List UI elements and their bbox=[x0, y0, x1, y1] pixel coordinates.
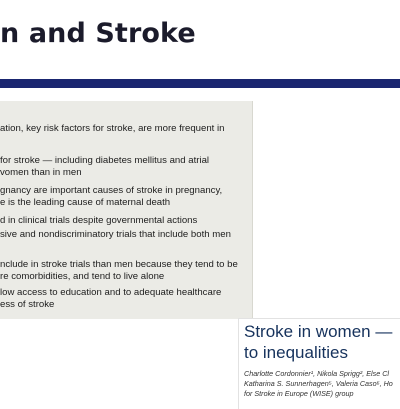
paper-authors-line: Charlotte Cordonnier¹, Nikola Sprigg², Else Cl bbox=[244, 369, 390, 378]
key-point-line: vomen than in men bbox=[0, 167, 82, 178]
paper-title-line: to inequalities bbox=[244, 343, 348, 362]
key-point-line: low access to education and to adequate healthcare bbox=[0, 287, 222, 298]
paper-title-line: Stroke in women — bbox=[244, 322, 393, 341]
key-point-line: for stroke — including diabetes mellitus and atrial bbox=[0, 155, 210, 166]
paper-header-card bbox=[238, 318, 400, 409]
key-point-line: ess of stroke bbox=[0, 299, 55, 310]
key-point-line: ation, key risk factors for stroke, are more frequent in bbox=[0, 123, 225, 134]
key-point-line: sive and nondiscriminatory trials that include both men bbox=[0, 229, 231, 240]
title-divider bbox=[0, 79, 400, 88]
key-point-line: gnancy are important causes of stroke in pregnancy, bbox=[0, 185, 223, 196]
key-point-line: nclude in stroke trials than men because they tend to be bbox=[0, 259, 238, 270]
key-point-line: d in clinical trials despite governmental actions bbox=[0, 215, 198, 226]
slide-title: n and Stroke bbox=[0, 18, 196, 49]
key-points-box bbox=[0, 101, 253, 319]
paper-authors-line: Katharina S. Sunnerhagen⁵, Valeria Caso⁶, Ho bbox=[244, 379, 393, 388]
key-point-line: e is the leading cause of maternal death bbox=[0, 197, 171, 208]
key-point-line: re comorbidities, and tend to live alone bbox=[0, 271, 165, 282]
paper-authors-line: for Stroke in Europe (WISE) group bbox=[244, 389, 354, 398]
